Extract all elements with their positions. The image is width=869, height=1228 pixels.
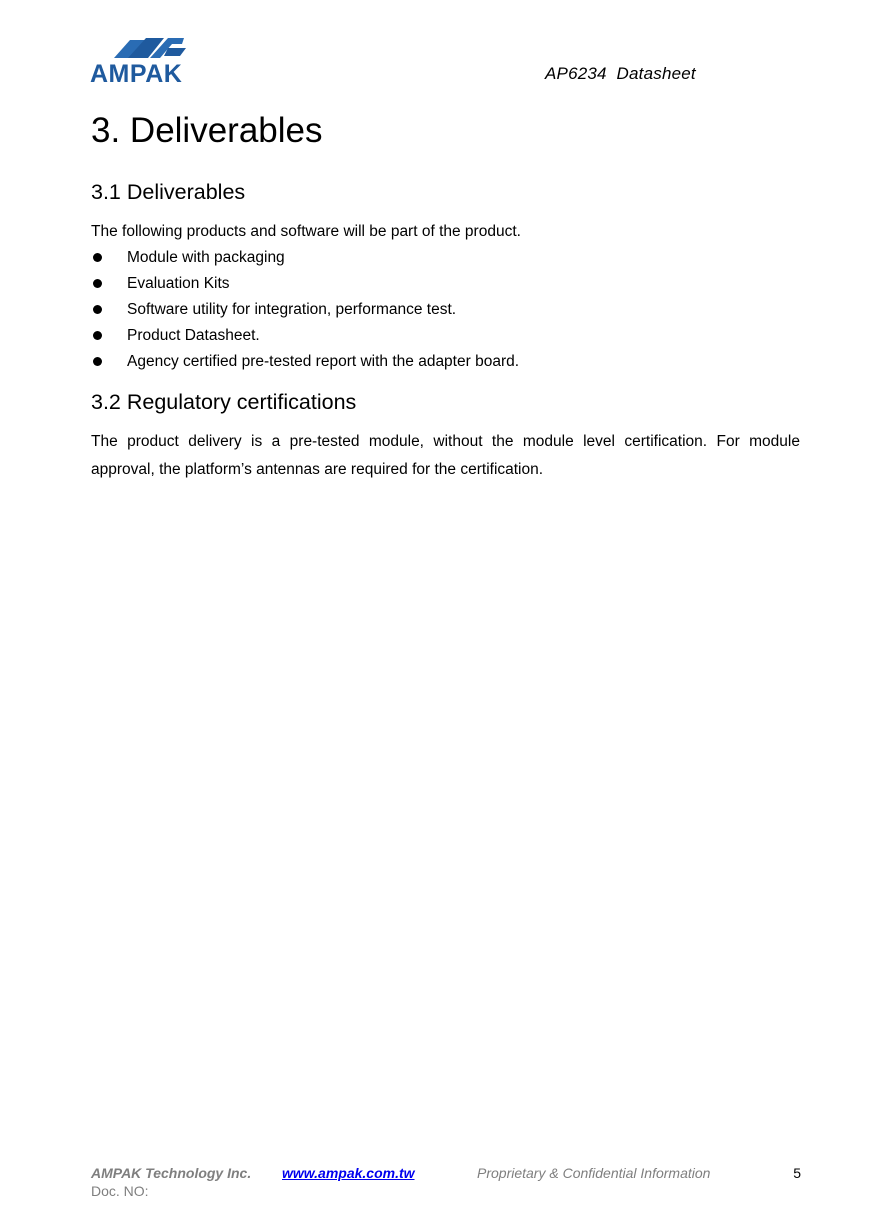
list-item xyxy=(91,273,519,299)
svg-text:AMPAK: AMPAK xyxy=(90,60,183,86)
ampak-logo xyxy=(88,34,198,86)
regulatory-paragraph xyxy=(91,428,800,484)
bullet-icon xyxy=(93,357,102,366)
list-item xyxy=(91,351,519,377)
bullet-icon xyxy=(93,305,102,314)
footer-confidential-notice: Proprietary & Confidential Information xyxy=(477,1165,711,1181)
section-heading: 3. Deliverables xyxy=(91,111,323,150)
bullet-icon xyxy=(93,331,102,340)
footer-website-link[interactable]: www.ampak.com.tw xyxy=(282,1165,415,1181)
page-footer xyxy=(91,1165,803,1205)
list-item xyxy=(91,247,519,273)
footer-doc-number: Doc. NO: xyxy=(91,1183,149,1199)
list-item-text: Agency certified pre-tested report with the adapter board. xyxy=(127,353,520,370)
intro-text: The following products and software will be part of the product. xyxy=(91,223,521,240)
list-item xyxy=(91,325,519,351)
list-item-text: Product Datasheet. xyxy=(127,327,260,344)
document-title: AP6234 Datasheet xyxy=(545,64,696,83)
bullet-icon xyxy=(93,279,102,288)
subsection-heading-regulatory: 3.2 Regulatory certifications xyxy=(91,390,357,414)
deliverables-list xyxy=(91,247,519,377)
list-item-text: Evaluation Kits xyxy=(127,275,230,292)
paragraph-text: The product delivery is a pre-tested module, without the module level certification. For module approval, the platform’s antennas are required for the certification. xyxy=(91,433,800,478)
page-number: 5 xyxy=(793,1165,801,1181)
list-item-text: Software utility for integration, performance test. xyxy=(127,301,457,318)
footer-company: AMPAK Technology Inc. xyxy=(91,1165,252,1181)
list-item xyxy=(91,299,519,325)
subsection-heading-deliverables: 3.1 Deliverables xyxy=(91,180,246,204)
list-item-text: Module with packaging xyxy=(127,249,285,266)
bullet-icon xyxy=(93,253,102,262)
